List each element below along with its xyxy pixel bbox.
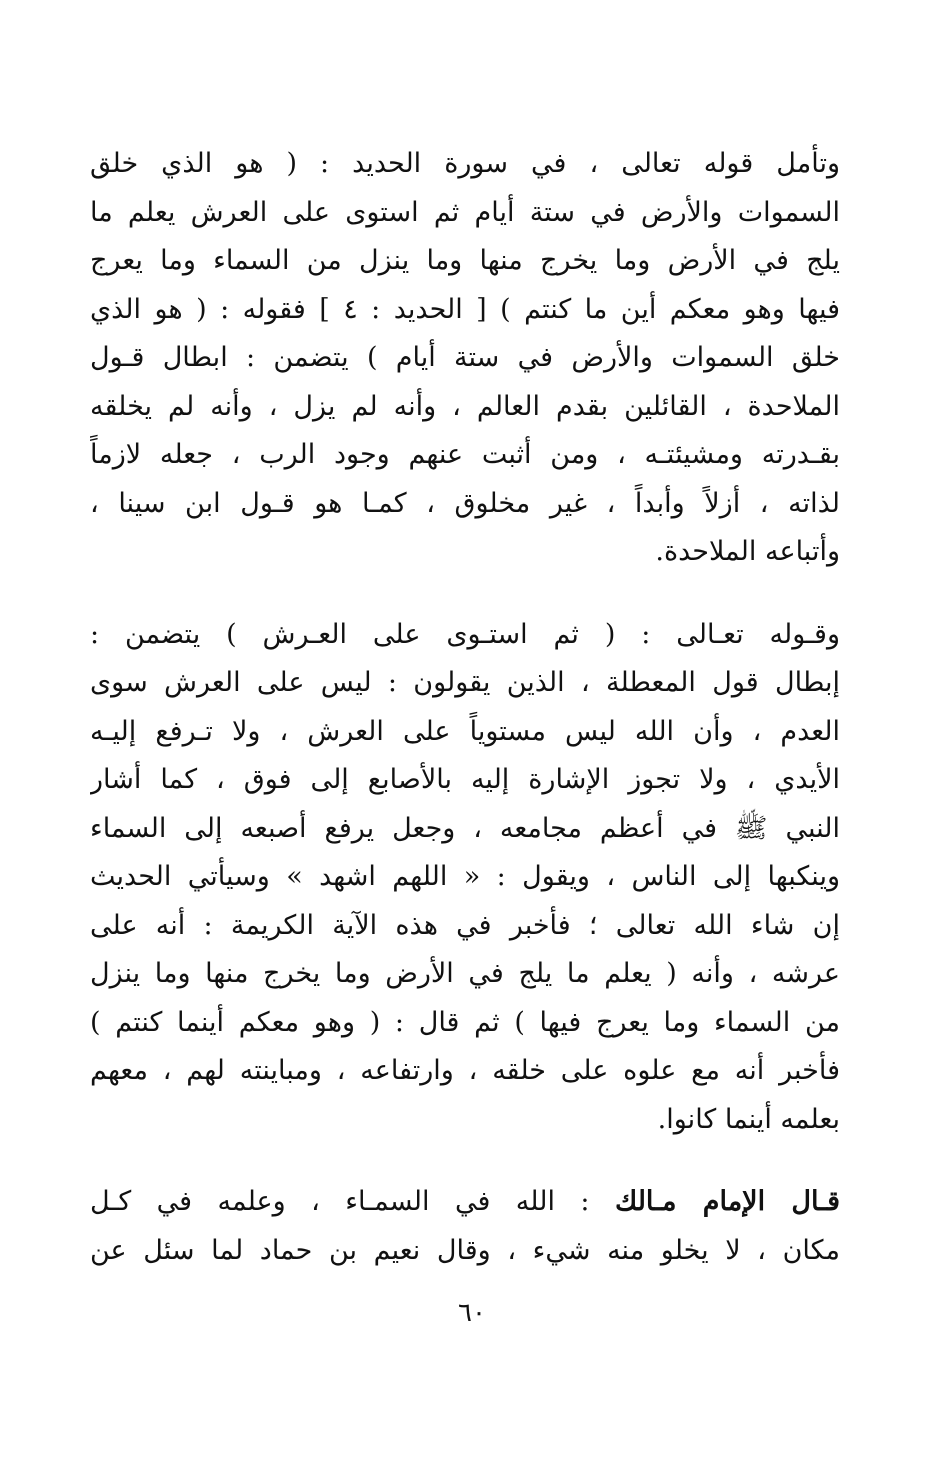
paragraph-1: [90, 140, 840, 577]
text-line: مكان ، لا يخلو منه شيء ، وقال نعيم بن حماد لما سئل عن: [90, 1234, 840, 1266]
text-line: العدم ، وأن الله ليس مستوياً على العرش ، ولا تـرفع إليـه: [90, 715, 840, 747]
page-body: [90, 140, 840, 1275]
text-line: [90, 1178, 840, 1227]
text-span: : الله في السمـاء ، وعلمه في كـل: [90, 1186, 615, 1217]
text-line: وأتباعه الملاحدة.: [655, 536, 840, 567]
bold-lead-text: قـال الإمام مـالك: [614, 1186, 840, 1217]
text-line: وقـوله تعـالى : ( ثم استـوى على العـرش ) يتضمن :: [90, 618, 840, 650]
text-line: الملاحدة ، القائلين بقدم العالم ، وأنه لم يزل ، وأنه لم يخلقه: [90, 390, 840, 422]
page-number: ٦٠: [458, 1298, 486, 1328]
text-line: الأيدي ، ولا تجوز الإشارة إليه بالأصابع إلى فوق ، كما أشار: [90, 764, 840, 795]
text-line: لذاته ، أزلاً وأبداً ، غير مخلوق ، كمـا هو قـول ابن سينا ،: [90, 487, 840, 519]
paragraph-3: [90, 1178, 840, 1275]
text-line: إن شاء الله تعالى ؛ فأخبر في هذه الآية الكريمة : أنه على: [90, 909, 840, 941]
text-line: فأخبر أنه مع علوه على خلقه ، وارتفاعه ، ومباينته لهم ، معهم: [90, 1055, 840, 1086]
text-line: وتأمل قوله تعالى ، في سورة الحديد : ( هو الذي خلق: [90, 148, 840, 179]
text-line: بعلمه أينما كانوا.: [657, 1103, 840, 1135]
text-line: عرشه ، وأنه ( يعلم ما يلج في الأرض وما يخرج منها وما ينزل: [90, 958, 840, 989]
text-line: السموات والأرض في ستة أيام ثم استوى على العرش يعلم ما: [90, 196, 840, 228]
text-line: النبي ﷺ في أعظم مجامعه ، وجعل يرفع أصبعه إلى السماء: [90, 812, 840, 844]
paragraph-2: [90, 611, 840, 1145]
text-line: فيها وهو معكم أين ما كنتم ) [ الحديد : ٤ ] فقوله : ( هو الذي: [90, 293, 840, 325]
text-line: بقـدرته ومشيئتـه ، ومن أثبت عنهم وجود الرب ، جعله لازماً: [90, 439, 840, 470]
text-line: إبطال قول المعطلة ، الذين يقولون : ليس على العرش سوى: [90, 667, 840, 698]
text-line: من السماء وما يعرج فيها ) ثم قال : ( وهو معكم أينما كنتم ): [90, 1006, 840, 1038]
text-line: خلق السموات والأرض في ستة أيام ) يتضمن : ابطال قـول: [90, 342, 840, 373]
text-line: وينكبها إلى الناس ، ويقول : « اللهم اشهد » وسيأتي الحديث: [90, 861, 840, 892]
text-line: يلج في الأرض وما يخرج منها وما ينزل من السماء وما يعرج: [90, 245, 840, 276]
